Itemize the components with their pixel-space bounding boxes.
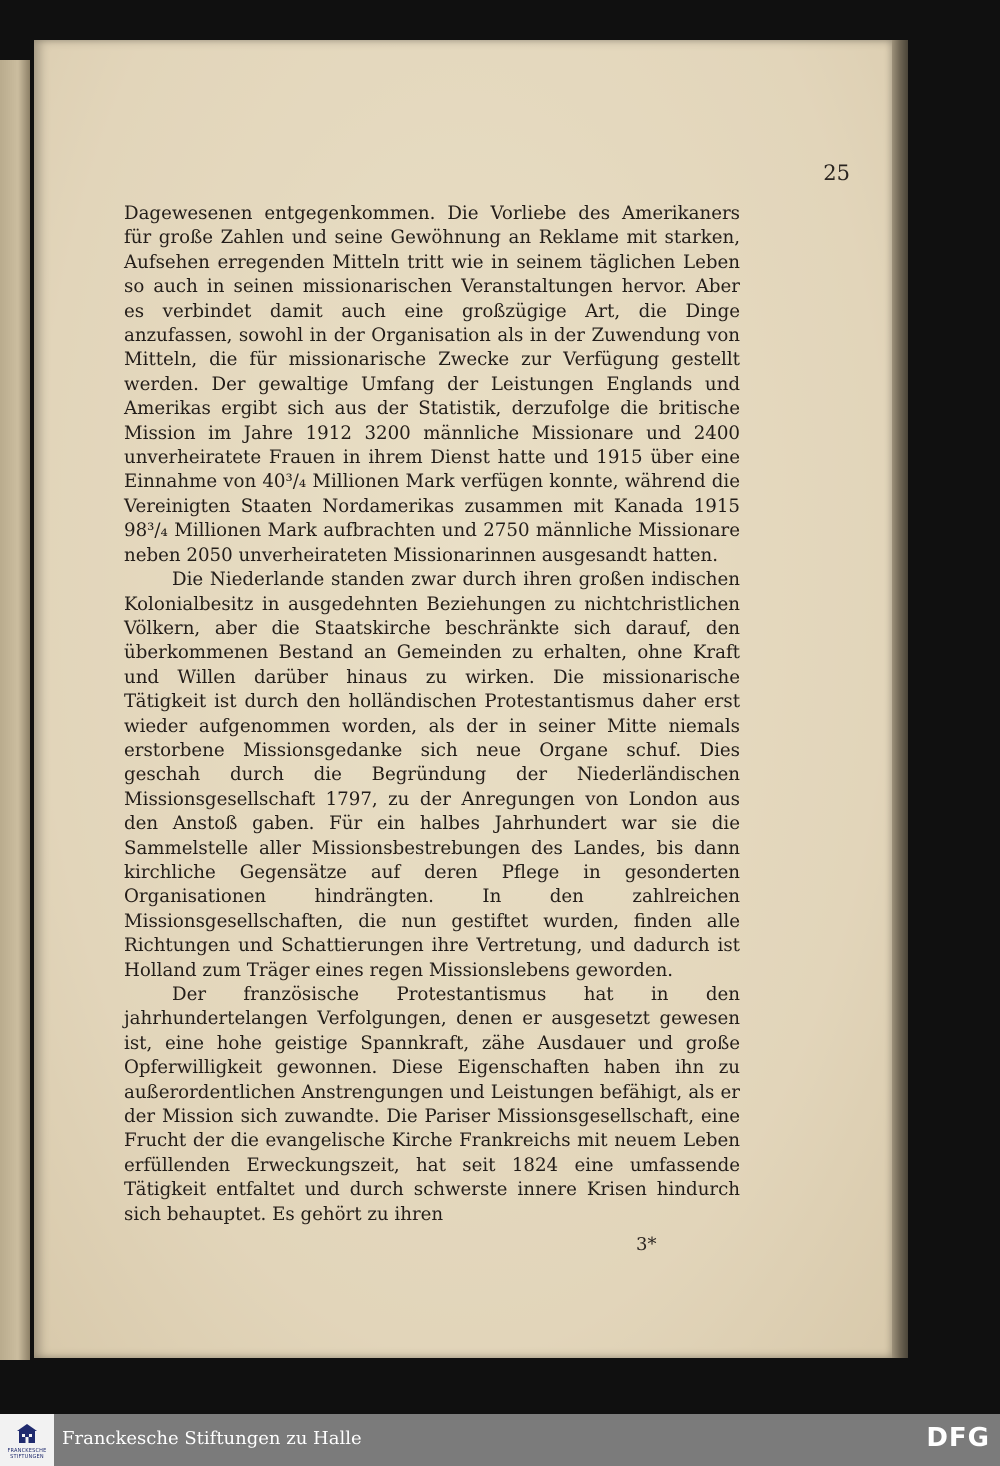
dfg-logo[interactable]: DFG <box>926 1423 990 1453</box>
page-number: 25 <box>823 161 850 185</box>
institution-logo[interactable] <box>0 1414 54 1466</box>
paragraph-3: Der französische Protestantismus hat in den jahrhundertelangen Verfolgungen, denen er ausgesetzt gewesen ist, eine hohe geistige Spannkraft, zähe Ausdauer und große Opferwilligkeit gewonnen. Diese Eigenschaften haben ihn zu außerordentlichen Anstrengungen und Leistungen befähigt, als er der Mission sich zuwandte. Die Pariser Missionsgesellschaft, eine Frucht der die evangelische Kirche Frankreichs mit neuem Leben erfüllenden Erweckungszeit, hat seit 1824 eine umfassende Tätigkeit entfaltet und durch schwerste innere Krisen hindurch sich behauptet. Es gehört zu ihren <box>124 984 740 1225</box>
institution-name-link[interactable]: Franckesche Stiftungen zu Halle <box>62 1428 362 1449</box>
page-body-text <box>124 202 740 1227</box>
paragraph-2: Die Niederlande standen zwar durch ihren großen indischen Kolonialbesitz in ausgedehnten Beziehungen zu nichtchristlichen Völkern, aber die Staatskirche beschränkte sich darauf, den überkommenen Bestand an Gemeinden zu erhalten, ohne Kraft und Willen darüber hinaus zu wirken. Die missionarische Tätigkeit ist durch den holländischen Protestantismus daher erst wieder aufgenommen worden, als der in seiner Mitte niemals erstorbene Missionsgedanke sich neue Organe schuf. Dies geschah durch die Begründung der Niederländischen Missionsgesellschaft 1797, zu der Anregungen von London aus den Anstoß gaben. Für ein halbes Jahrhundert war sie die Sammelstelle aller Missionsbestrebungen des Landes, bis dann kirchliche Gegensätze auf deren Pflege in gesonderten Organisationen hindrängten. In den zahlreichen Missionsgesellschaften, die nun gestiftet wurden, finden alle Richtungen und Schattierungen ihre Vertretung, und dadurch ist Holland zum Träger eines regen Missionslebens geworden. <box>124 569 740 981</box>
footer-bar <box>0 1414 1000 1466</box>
logo-caption: FRANCKESCHE STIFTUNGEN <box>7 1448 47 1460</box>
facing-page-edge <box>0 60 30 1360</box>
orphanage-building-icon <box>16 1423 38 1445</box>
signature-mark: 3* <box>636 1234 657 1255</box>
page-stack-edge <box>892 40 908 1358</box>
paragraph-1: Dagewesenen entgegenkommen. Die Vorliebe des Amerikaners für große Zahlen und seine Gewöhnung an Reklame mit starken, Aufsehen erregenden Mitteln tritt wie in seinem täglichen Leben so auch in seinen missionarischen Veranstaltungen hervor. Aber es verbindet damit auch eine großzügige Art, die Dinge anzufassen, sowohl in der Organisation als in der Zuwendung von Mitteln, die für missionarische Zwecke zur Verfügung gestellt werden. Der gewaltige Umfang der Leistungen Englands und Amerikas ergibt sich aus der Statistik, derzufolge die britische Mission im Jahre 1912 3200 männliche Missionare und 2400 unverheiratete Frauen in ihrem Dienst hatte und 1915 über eine Einnahme von 40³/₄ Millionen Mark verfügen konnte, während die Vereinigten Staaten Nordamerikas zusammen mit Kanada 1915 98³/₄ Millionen Mark aufbrachten und 2750 männliche Missionare neben 2050 unverheirateten Missionarinnen ausgesandt hatten. <box>124 203 740 566</box>
